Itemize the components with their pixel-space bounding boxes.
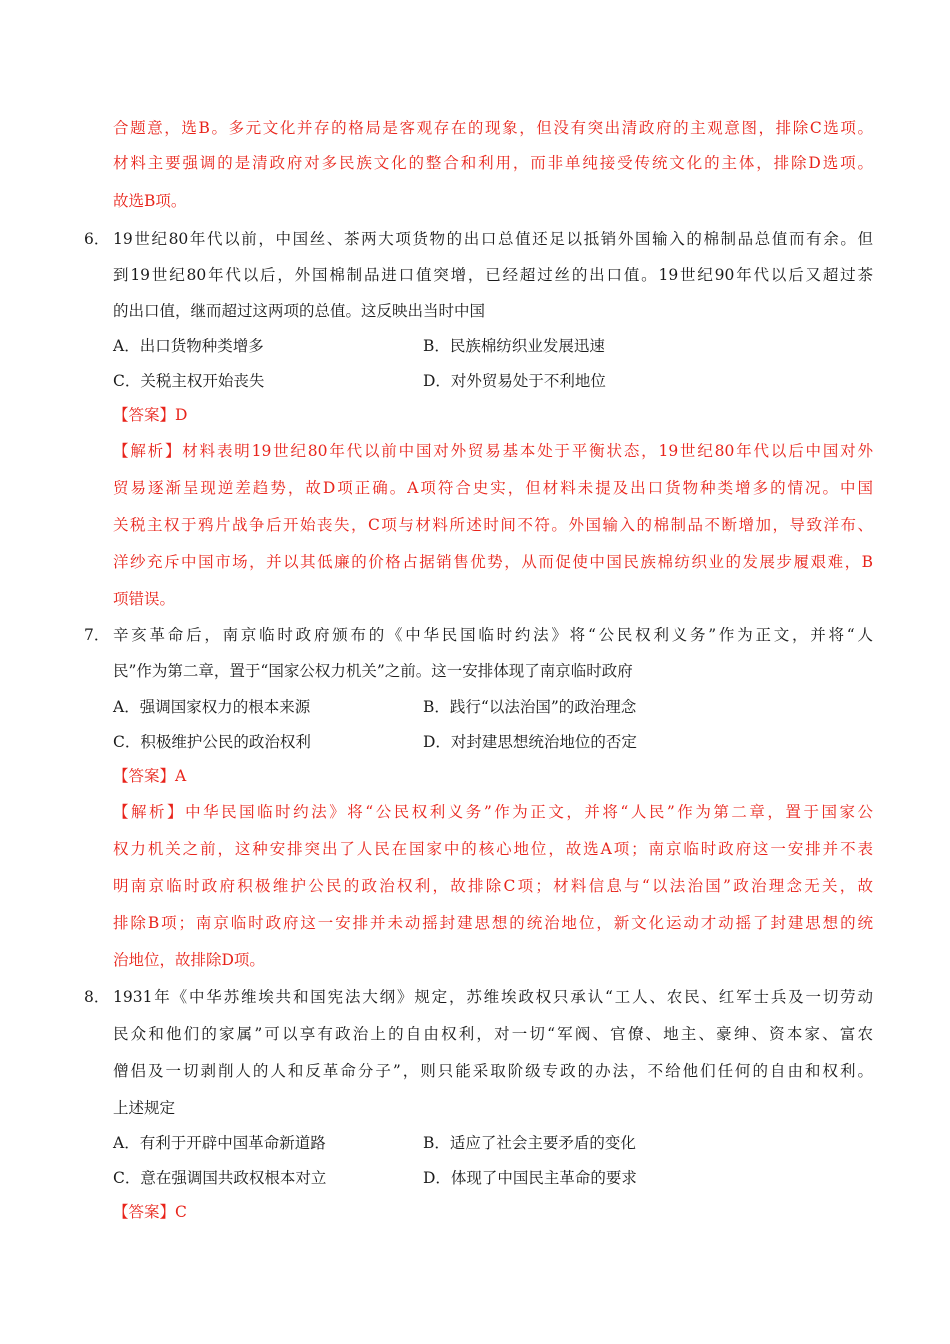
option-b: B．践行“以法治国”的政治理念: [423, 698, 637, 716]
explanation-line: 治地位，故排除D项。: [113, 951, 265, 969]
option-c: C．积极维护公民的政治权利: [113, 733, 311, 751]
option-d: D．体现了中国民主革命的要求: [423, 1169, 637, 1187]
question-stem-line: 1931年《中华苏维埃共和国宪法大纲》规定，苏维埃政权只承认“工人、农民、红军士兵及一切劳动: [113, 988, 873, 1006]
question-stem-line: 辛亥革命后，南京临时政府颁布的《中华民国临时约法》将“公民权利义务”作为正文，并将“人: [113, 626, 873, 644]
answer-label: 【答案】D: [113, 406, 188, 424]
explanation-line: 权力机关之前，这种安排突出了人民在国家中的核心地位，故选A项；南京临时政府这一安排并不表: [113, 840, 873, 858]
option-c: C．关税主权开始丧失: [113, 372, 265, 390]
answer-label: 【答案】A: [113, 767, 187, 785]
option-d: D．对封建思想统治地位的否定: [423, 733, 637, 751]
explanation-line: 合题意，选B。多元文化并存的格局是客观存在的现象，但没有突出清政府的主观意图，排除C选项。: [113, 119, 873, 137]
question-number: 6．: [84, 230, 110, 248]
question-number: 8．: [84, 988, 110, 1006]
question-stem-line: 民众和他们的家属”可以享有政治上的自由权利，对一切“军阀、官僚、地主、豪绅、资本家、富农: [113, 1025, 873, 1043]
explanation-line: 材料主要强调的是清政府对多民族文化的整合和利用，而非单纯接受传统文化的主体，排除D选项。: [113, 154, 873, 172]
question-stem-line: 的出口值，继而超过这两项的总值。这反映出当时中国: [113, 302, 486, 320]
explanation-line: 项错误。: [113, 590, 176, 608]
question-number: 7．: [84, 626, 110, 644]
question-stem-line: 19世纪80年代以前，中国丝、茶两大项货物的出口总值还足以抵销外国输入的棉制品总值而有余。但: [113, 230, 873, 248]
option-b: B．适应了社会主要矛盾的变化: [423, 1134, 636, 1152]
explanation-line: 【解析】中华民国临时约法》将“公民权利义务”作为正文，并将“人民”作为第二章，置于国家公: [113, 803, 873, 821]
explanation-line: 关税主权于鸦片战争后开始丧失，C项与材料所述时间不符。外国输入的棉制品不断增加，导致洋布、: [113, 516, 873, 534]
option-d: D．对外贸易处于不利地位: [423, 372, 606, 390]
explanation-line: 故选B项。: [113, 192, 187, 210]
option-b: B．民族棉纺织业发展迅速: [423, 337, 605, 355]
question-stem-line: 民”作为第二章，置于“国家公权力机关”之前。这一安排体现了南京临时政府: [113, 662, 633, 680]
option-a: A．有利于开辟中国革命新道路: [113, 1134, 326, 1152]
option-a: A．出口货物种类增多: [113, 337, 264, 355]
question-stem-line: 上述规定: [113, 1099, 176, 1117]
question-stem-line: 到19世纪80年代以后，外国棉制品进口值突增，已经超过丝的出口值。19世纪90年代以后又超过茶: [113, 266, 873, 284]
explanation-line: 排除B项；南京临时政府这一安排并未动摇封建思想的统治地位，新文化运动才动摇了封建思想的统: [113, 914, 873, 932]
explanation-line: 【解析】材料表明19世纪80年代以前中国对外贸易基本处于平衡状态，19世纪80年代以后中国对外: [113, 442, 873, 460]
option-a: A．强调国家权力的根本来源: [113, 698, 311, 716]
question-stem-line: 僧侣及一切剥削人的人和反革命分子”，则只能采取阶级专政的办法，不给他们任何的自由和权利。: [113, 1062, 873, 1080]
option-c: C．意在强调国共政权根本对立: [113, 1169, 327, 1187]
answer-label: 【答案】C: [113, 1203, 187, 1221]
explanation-line: 贸易逐渐呈现逆差趋势，故D项正确。A项符合史实，但材料未提及出口货物种类增多的情况。中国: [113, 479, 873, 497]
explanation-line: 洋纱充斥中国市场，并以其低廉的价格占据销售优势，从而促使中国民族棉纺织业的发展步履艰难，B: [113, 553, 873, 571]
explanation-line: 明南京临时政府积极维护公民的政治权利，故排除C项；材料信息与“以法治国”政治理念无关，故: [113, 877, 873, 895]
